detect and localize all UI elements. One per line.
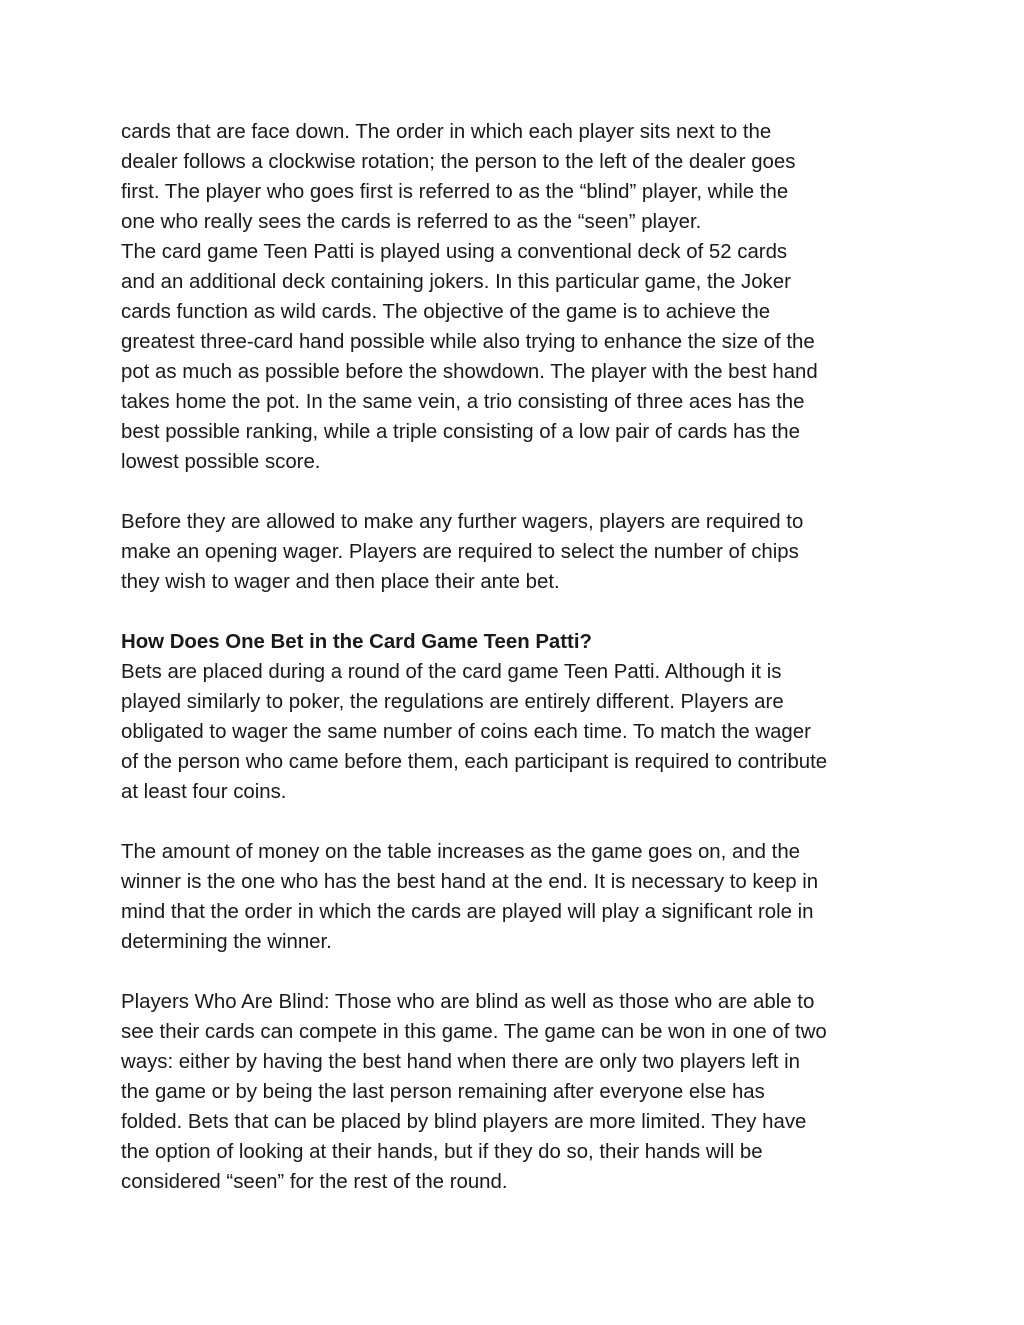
text-line: ways: either by having the best hand when there are only two players left in [121,1051,800,1073]
paragraph-2 [121,237,921,477]
text-line: cards that are face down. The order in which each player sits next to the [121,121,772,143]
text-line: mind that the order in which the cards are played will play a significant role in [121,901,814,923]
paragraph-1 [121,117,921,237]
text-line: best possible ranking, while a triple consisting of a low pair of cards has the [121,421,800,443]
section-heading: How Does One Bet in the Card Game Teen Patti? [121,631,592,653]
text-line: of the person who came before them, each participant is required to contribute [121,751,828,773]
text-line: see their cards can compete in this game. The game can be won in one of two [121,1021,827,1043]
text-line: Before they are allowed to make any further wagers, players are required to [121,511,804,533]
text-line: obligated to wager the same number of coins each time. To match the wager [121,721,811,743]
text-line: The amount of money on the table increases as the game goes on, and the [121,841,800,863]
section-betting [121,627,921,807]
text-line: and an additional deck containing jokers. In this particular game, the Joker [121,271,791,293]
text-line: greatest three-card hand possible while also trying to enhance the size of the [121,331,815,353]
text-line: first. The player who goes first is referred to as the “blind” player, while the [121,181,789,203]
text-line: folded. Bets that can be placed by blind players are more limited. They have [121,1111,807,1133]
document-body [121,117,921,1197]
paragraph-5 [121,837,921,957]
text-line: the option of looking at their hands, but if they do so, their hands will be [121,1141,763,1163]
paragraph-spacer [121,957,921,987]
text-line: the game or by being the last person remaining after everyone else has [121,1081,765,1103]
text-line: winner is the one who has the best hand at the end. It is necessary to keep in [121,871,819,893]
text-line: Players Who Are Blind: Those who are blind as well as those who are able to [121,991,815,1013]
paragraph-spacer [121,597,921,627]
paragraph-6 [121,987,921,1197]
text-line: at least four coins. [121,781,287,803]
text-line: considered “seen” for the rest of the round. [121,1171,508,1193]
text-line: played similarly to poker, the regulations are entirely different. Players are [121,691,784,713]
text-line: they wish to wager and then place their ante bet. [121,571,560,593]
text-line: takes home the pot. In the same vein, a trio consisting of three aces has the [121,391,805,413]
text-line: determining the winner. [121,931,332,953]
paragraph-3 [121,507,921,597]
paragraph-spacer [121,477,921,507]
text-line: make an opening wager. Players are required to select the number of chips [121,541,799,563]
text-line: cards function as wild cards. The objective of the game is to achieve the [121,301,771,323]
text-line: Bets are placed during a round of the card game Teen Patti. Although it is [121,661,782,683]
text-line: pot as much as possible before the showdown. The player with the best hand [121,361,818,383]
paragraph-spacer [121,807,921,837]
text-line: The card game Teen Patti is played using a conventional deck of 52 cards [121,241,788,263]
text-line: one who really sees the cards is referred to as the “seen” player. [121,211,702,233]
text-line: dealer follows a clockwise rotation; the person to the left of the dealer goes [121,151,796,173]
text-line: lowest possible score. [121,451,321,473]
